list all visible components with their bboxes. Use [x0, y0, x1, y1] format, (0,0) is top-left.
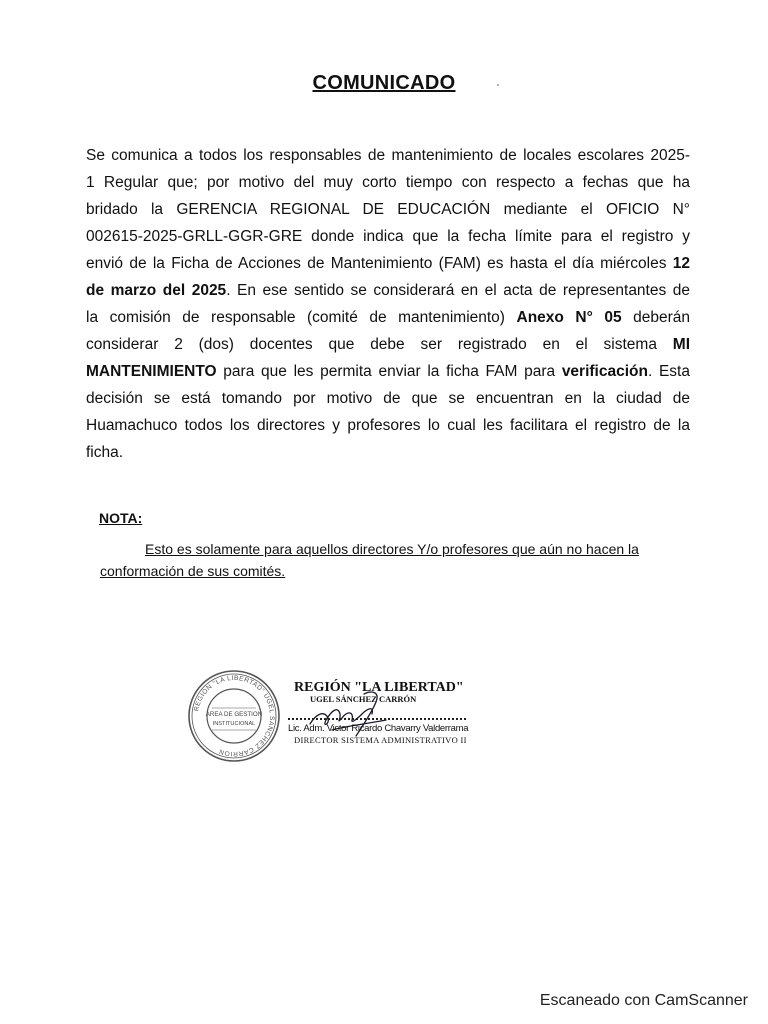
- text-segment: bridado la GERENCIA REGIONAL DE EDUCACIÓN mediante el OFICIO N°: [86, 201, 690, 218]
- body-line: [86, 439, 690, 466]
- signature-region: REGIÓN "LA LIBERTAD": [294, 680, 464, 695]
- text-segment: la comisión de responsable (comité de mantenimiento): [86, 309, 517, 326]
- text-segment: envió de la Ficha de Acciones de Mantenimiento (FAM) es hasta el día miércoles: [86, 255, 673, 272]
- bold-segment: MI: [672, 336, 690, 353]
- signature-block: [286, 680, 486, 770]
- body-line: [86, 223, 690, 250]
- text-segment: deberán: [621, 309, 690, 326]
- body-line: [86, 358, 690, 385]
- text-segment: considerar 2 (dos) docentes que debe ser registrado en el sistema: [86, 336, 673, 353]
- body-line: [86, 304, 690, 331]
- signatory-role: DIRECTOR SISTEMA ADMINISTRATIVO II: [294, 735, 467, 745]
- body-line: [86, 331, 690, 358]
- bold-segment: verificación: [561, 363, 648, 380]
- text-segment: 002615-2025-GRLL-GGR-GRE donde indica que la fecha límite para el registro y: [86, 228, 690, 245]
- bold-segment: de marzo del 2025: [86, 282, 227, 299]
- text-segment: decisión se está tomando por motivo de que se encuentran en la ciudad de: [86, 390, 690, 407]
- bold-segment: 12: [672, 255, 690, 272]
- text-segment: Se comunica a todos los responsables de mantenimiento de locales escolares 2025-: [86, 147, 690, 164]
- document-body: [86, 142, 690, 466]
- body-line: [86, 142, 690, 169]
- nota-label: NOTA:: [99, 510, 143, 526]
- bold-segment: Anexo N° 05: [516, 309, 622, 326]
- body-line: [86, 196, 690, 223]
- body-line: [86, 169, 690, 196]
- signatory-name: Lic. Adm. Victor Ricardo Chavarry Valderrama: [288, 723, 469, 734]
- text-segment: ficha.: [86, 444, 124, 461]
- body-line: [86, 250, 690, 277]
- document-title: COMUNICADO: [312, 72, 456, 94]
- text-segment: 1 Regular que; por motivo del muy corto tiempo con respecto a fechas que ha: [86, 174, 690, 191]
- signature-ugel: UGEL SÁNCHEZ CARRÓN: [310, 694, 417, 704]
- seal-inner-line-1: AREA DE GESTION: [205, 711, 263, 718]
- seal-outer-text: REGION "LA LIBERTAD" UGEL SANCHEZ CARRION: [193, 674, 276, 758]
- text-segment: . En ese sentido se considerará en el acta de representantes de: [226, 282, 690, 299]
- nota-text: [100, 538, 650, 582]
- body-line: [86, 385, 690, 412]
- signature-line: [288, 718, 466, 720]
- text-segment: Huamachuco todos los directores y profesores lo cual les facilitara el registro de la: [86, 417, 690, 434]
- bold-segment: MANTENIMIENTO: [86, 363, 217, 380]
- seal-inner-line-2: INSTITUCIONAL: [212, 721, 256, 727]
- scanner-watermark: Escaneado con CamScanner: [539, 992, 748, 1009]
- official-seal: [186, 668, 282, 764]
- nota-line-1: Esto es solamente para aquellos directores Y/o profesores que aún no hacen la: [145, 541, 639, 557]
- body-line: [86, 277, 690, 304]
- nota-line-2: conformación de sus comités.: [100, 563, 286, 579]
- text-segment: para que les permita enviar la ficha FAM para: [216, 363, 562, 380]
- body-line: [86, 412, 690, 439]
- text-segment: . Esta: [647, 363, 690, 380]
